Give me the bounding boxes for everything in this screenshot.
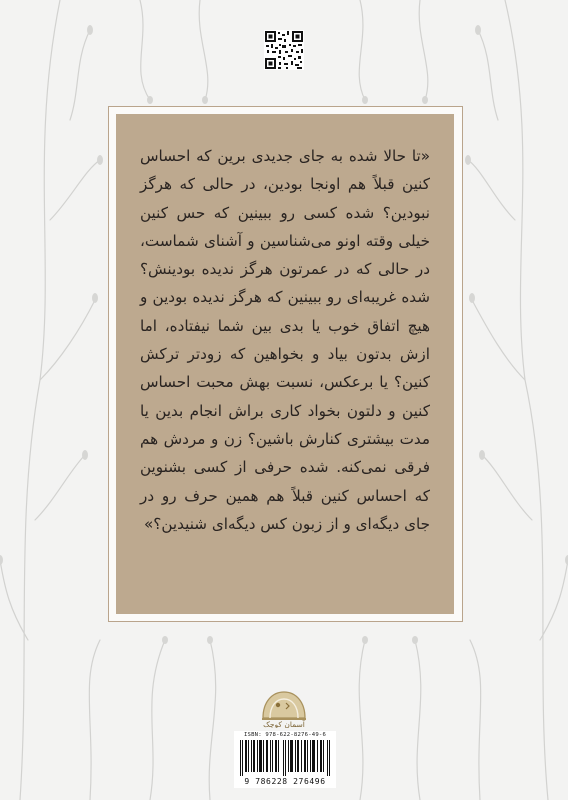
barcode-number: 9 786228 276496	[244, 777, 326, 786]
barcode-label	[234, 731, 336, 788]
qr-code	[264, 30, 304, 70]
text-panel	[116, 114, 454, 614]
publisher-logo-text: آسمان کوچک	[263, 720, 305, 728]
publisher-logo	[258, 688, 310, 728]
barcode-bars	[240, 740, 330, 776]
isbn-text: ISBN: 978-622-8276-49-6	[243, 732, 327, 738]
back-cover-blurb: «تا حالا شده به جای جدیدی برین که احساس کنین قبلاً هم اونجا بودین، در حالی که هرگز نبودین؟ شده کسی رو ببینین که حس کنین خیلی وقته اونو می‌شناسین و آشنای شماست، در حالی که در عمرتون هرگز ندیده بودینش؟ شده غریبه‌ای رو ببینین که هرگز ندیده بودین و هیچ اتفاق خوب یا بدی بین شما نیفتاده، اما ازش بدتون بیاد و بخواهین که زودتر ترکش کنین؟ یا برعکس، نسبت بهش محبت احساس کنین و دلتون بخواد کاری براش انجام بدین یا مدت بیشتری کنارش باشین؟ زن و مردش هم فرقی نمی‌کنه. شده حرفی از کسی بشنوین که احساس کنین قبلاً هم همین حرف رو در جای دیگه‌ای و از زبون کس دیگه‌ای شنیدین؟»	[140, 147, 430, 533]
